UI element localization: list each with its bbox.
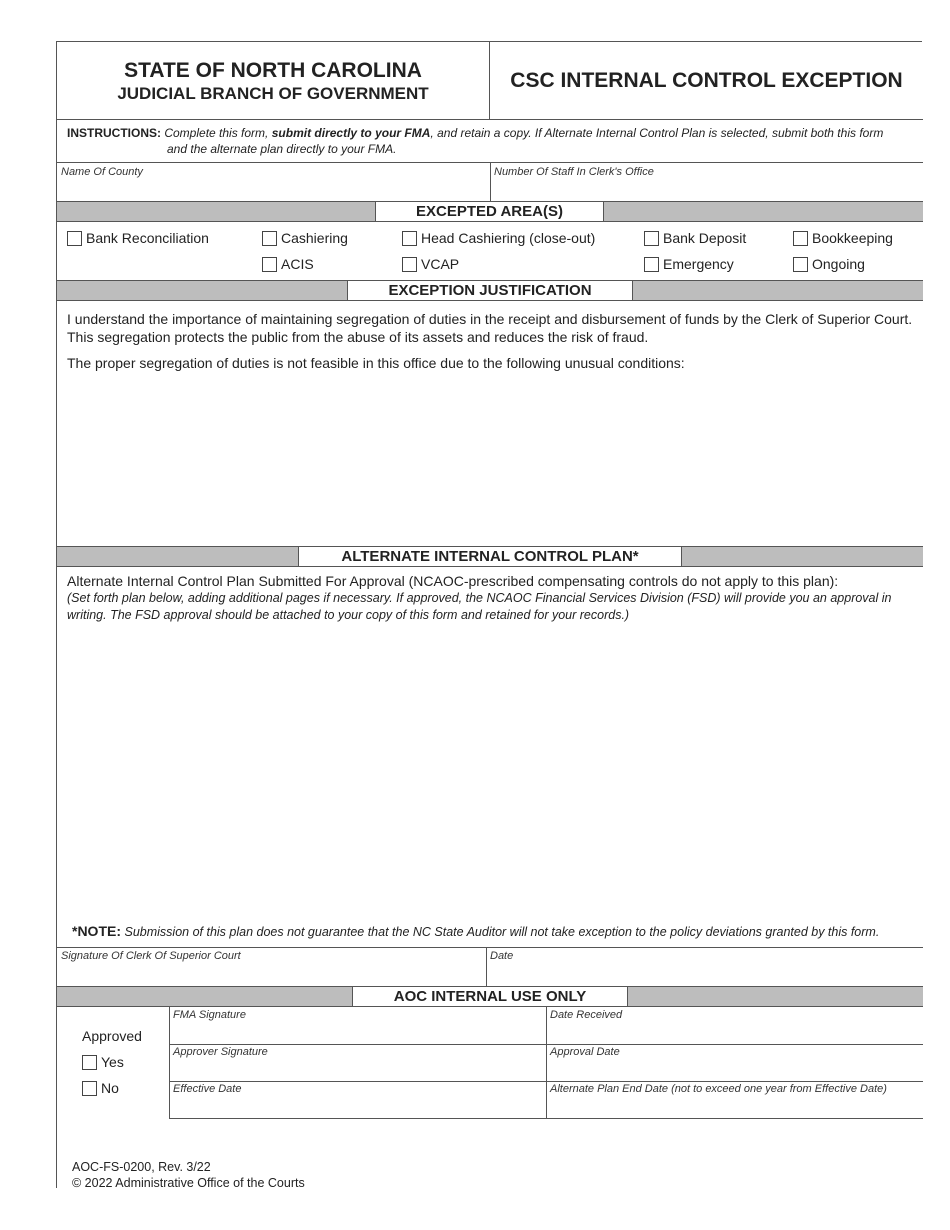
effective-date-field[interactable]: [173, 1097, 541, 1115]
approved-label: Approved: [82, 1028, 142, 1044]
checkbox-bank-deposit[interactable]: [644, 230, 746, 246]
checkbox-label: Emergency: [663, 256, 734, 272]
form-number: AOC-FS-0200, Rev. 3/22: [72, 1160, 211, 1174]
date-received-field[interactable]: [550, 1023, 918, 1041]
copyright: © 2022 Administrative Office of the Courts: [72, 1176, 305, 1190]
checkbox-approved-no[interactable]: [82, 1080, 119, 1096]
justification-band: [57, 280, 923, 301]
checkbox-label: Yes: [101, 1054, 124, 1070]
checkbox-label: ACIS: [281, 256, 314, 272]
staff-input[interactable]: [497, 180, 917, 198]
signature-date-label: Date: [490, 950, 514, 962]
effective-date-label: Effective Date: [173, 1083, 242, 1095]
checkbox-approved-yes[interactable]: [82, 1054, 124, 1070]
checkbox-box[interactable]: [82, 1081, 97, 1096]
instructions: [57, 121, 923, 163]
fma-signature-field[interactable]: [173, 1023, 541, 1041]
approval-date-label: Approval Date: [550, 1046, 620, 1058]
approval-date-field[interactable]: [550, 1060, 918, 1078]
checkbox-emergency[interactable]: [644, 256, 734, 272]
signature-top-line: [57, 947, 923, 948]
form-page: [56, 41, 922, 1188]
alternate-plan-textarea[interactable]: [67, 632, 917, 917]
checkbox-bank-reconciliation[interactable]: [67, 230, 209, 246]
checkbox-box[interactable]: [262, 257, 277, 272]
signature-date-field[interactable]: [493, 964, 913, 984]
aoc-divider-left: [169, 1007, 170, 1119]
approver-signature-field[interactable]: [173, 1060, 541, 1078]
form-header: [57, 42, 923, 120]
note: [72, 923, 879, 939]
alternate-plan-intro: Alternate Internal Control Plan Submitted For Approval (NCAOC-prescribed compensating controls do not apply to this plan):: [67, 573, 839, 589]
signature-divider: [486, 947, 487, 987]
county-divider: [490, 163, 491, 201]
branch-name: JUDICIAL BRANCH OF GOVERNMENT: [117, 84, 429, 103]
justification-conditions: The proper segregation of duties is not feasible in this office due to the following unusual conditions:: [67, 355, 685, 371]
aoc-row-line-1: [169, 1044, 923, 1045]
checkbox-label: Bookkeeping: [812, 230, 893, 246]
checkbox-acis[interactable]: [262, 256, 314, 272]
fma-signature-label: FMA Signature: [173, 1009, 246, 1021]
checkbox-label: Cashiering: [281, 230, 348, 246]
checkbox-ongoing[interactable]: [793, 256, 865, 272]
approver-signature-label: Approver Signature: [173, 1046, 268, 1058]
checkbox-label: Ongoing: [812, 256, 865, 272]
justification-title: EXCEPTION JUSTIFICATION: [347, 280, 633, 301]
checkbox-label: VCAP: [421, 256, 460, 272]
justification-textarea[interactable]: [67, 378, 917, 538]
instructions-line-2: and the alternate plan directly to your FMA.: [167, 142, 397, 156]
alternate-plan-italic-1: (Set forth plan below, adding additional pages if necessary. If approved, the NCAOC Financial Services Division (FSD) will provide you an approval in: [67, 591, 892, 605]
checkbox-box[interactable]: [67, 231, 82, 246]
checkbox-box[interactable]: [262, 231, 277, 246]
note-text: Submission of this plan does not guarantee that the NC State Auditor will not take exception to the policy deviations granted by this form.: [124, 925, 880, 939]
checkbox-label: Head Cashiering (close-out): [421, 230, 596, 246]
staff-label: Number Of Staff In Clerk's Office: [494, 166, 654, 178]
aoc-title: AOC INTERNAL USE ONLY: [352, 986, 628, 1007]
instructions-label: INSTRUCTIONS:: [67, 126, 161, 140]
checkbox-box[interactable]: [793, 231, 808, 246]
justification-paragraph: [67, 310, 917, 346]
header-left: [57, 42, 490, 120]
excepted-areas-band: [57, 201, 923, 222]
checkbox-box[interactable]: [644, 231, 659, 246]
aoc-divider-mid: [546, 1007, 547, 1119]
alternate-plan-italic-2: writing. The FSD approval should be attached to your copy of this form and retained for your records.): [67, 608, 630, 622]
aoc-row-line-3: [169, 1118, 923, 1119]
checkbox-box[interactable]: [402, 257, 417, 272]
state-name: STATE OF NORTH CAROLINA: [124, 59, 422, 82]
checkbox-label: Bank Reconciliation: [86, 230, 209, 246]
alternate-plan-instructions: [67, 590, 917, 624]
checkbox-head-cashiering[interactable]: [402, 230, 595, 246]
checkbox-vcap[interactable]: [402, 256, 459, 272]
county-label: Name Of County: [61, 166, 143, 178]
checkbox-box[interactable]: [82, 1055, 97, 1070]
justification-line-1: I understand the importance of maintaining segregation of duties in the receipt and disbursement of funds by the Clerk of Superior Court.: [67, 311, 913, 327]
checkbox-cashiering[interactable]: [262, 230, 348, 246]
end-date-field[interactable]: [550, 1097, 918, 1115]
clerk-signature-label: Signature Of Clerk Of Superior Court: [61, 950, 241, 962]
justification-line-2: This segregation protects the public from the abuse of its assets and reduces the risk of fraud.: [67, 329, 649, 345]
date-received-label: Date Received: [550, 1009, 623, 1021]
alternate-plan-title: ALTERNATE INTERNAL CONTROL PLAN*: [298, 546, 682, 567]
aoc-row-line-2: [169, 1081, 923, 1082]
instructions-line-1: [67, 126, 883, 140]
checkbox-box[interactable]: [644, 257, 659, 272]
alternate-plan-band: [57, 546, 923, 567]
instructions-text-1: Complete this form,: [164, 126, 269, 140]
checkbox-box[interactable]: [793, 257, 808, 272]
checkbox-label: No: [101, 1080, 119, 1096]
end-date-label: Alternate Plan End Date (not to exceed one year from Effective Date): [550, 1083, 887, 1095]
county-input[interactable]: [67, 180, 477, 198]
note-label: *NOTE:: [72, 923, 121, 939]
checkbox-box[interactable]: [402, 231, 417, 246]
clerk-signature-field[interactable]: [67, 964, 477, 984]
instructions-text-2: , and retain a copy. If Alternate Internal Control Plan is selected, submit both this form: [430, 126, 884, 140]
excepted-areas-title: EXCEPTED AREA(S): [375, 201, 604, 222]
form-title: CSC INTERNAL CONTROL EXCEPTION: [510, 69, 903, 92]
instructions-bold: submit directly to your FMA: [271, 126, 431, 140]
aoc-band: [57, 986, 923, 1007]
checkbox-bookkeeping[interactable]: [793, 230, 893, 246]
checkbox-label: Bank Deposit: [663, 230, 747, 246]
